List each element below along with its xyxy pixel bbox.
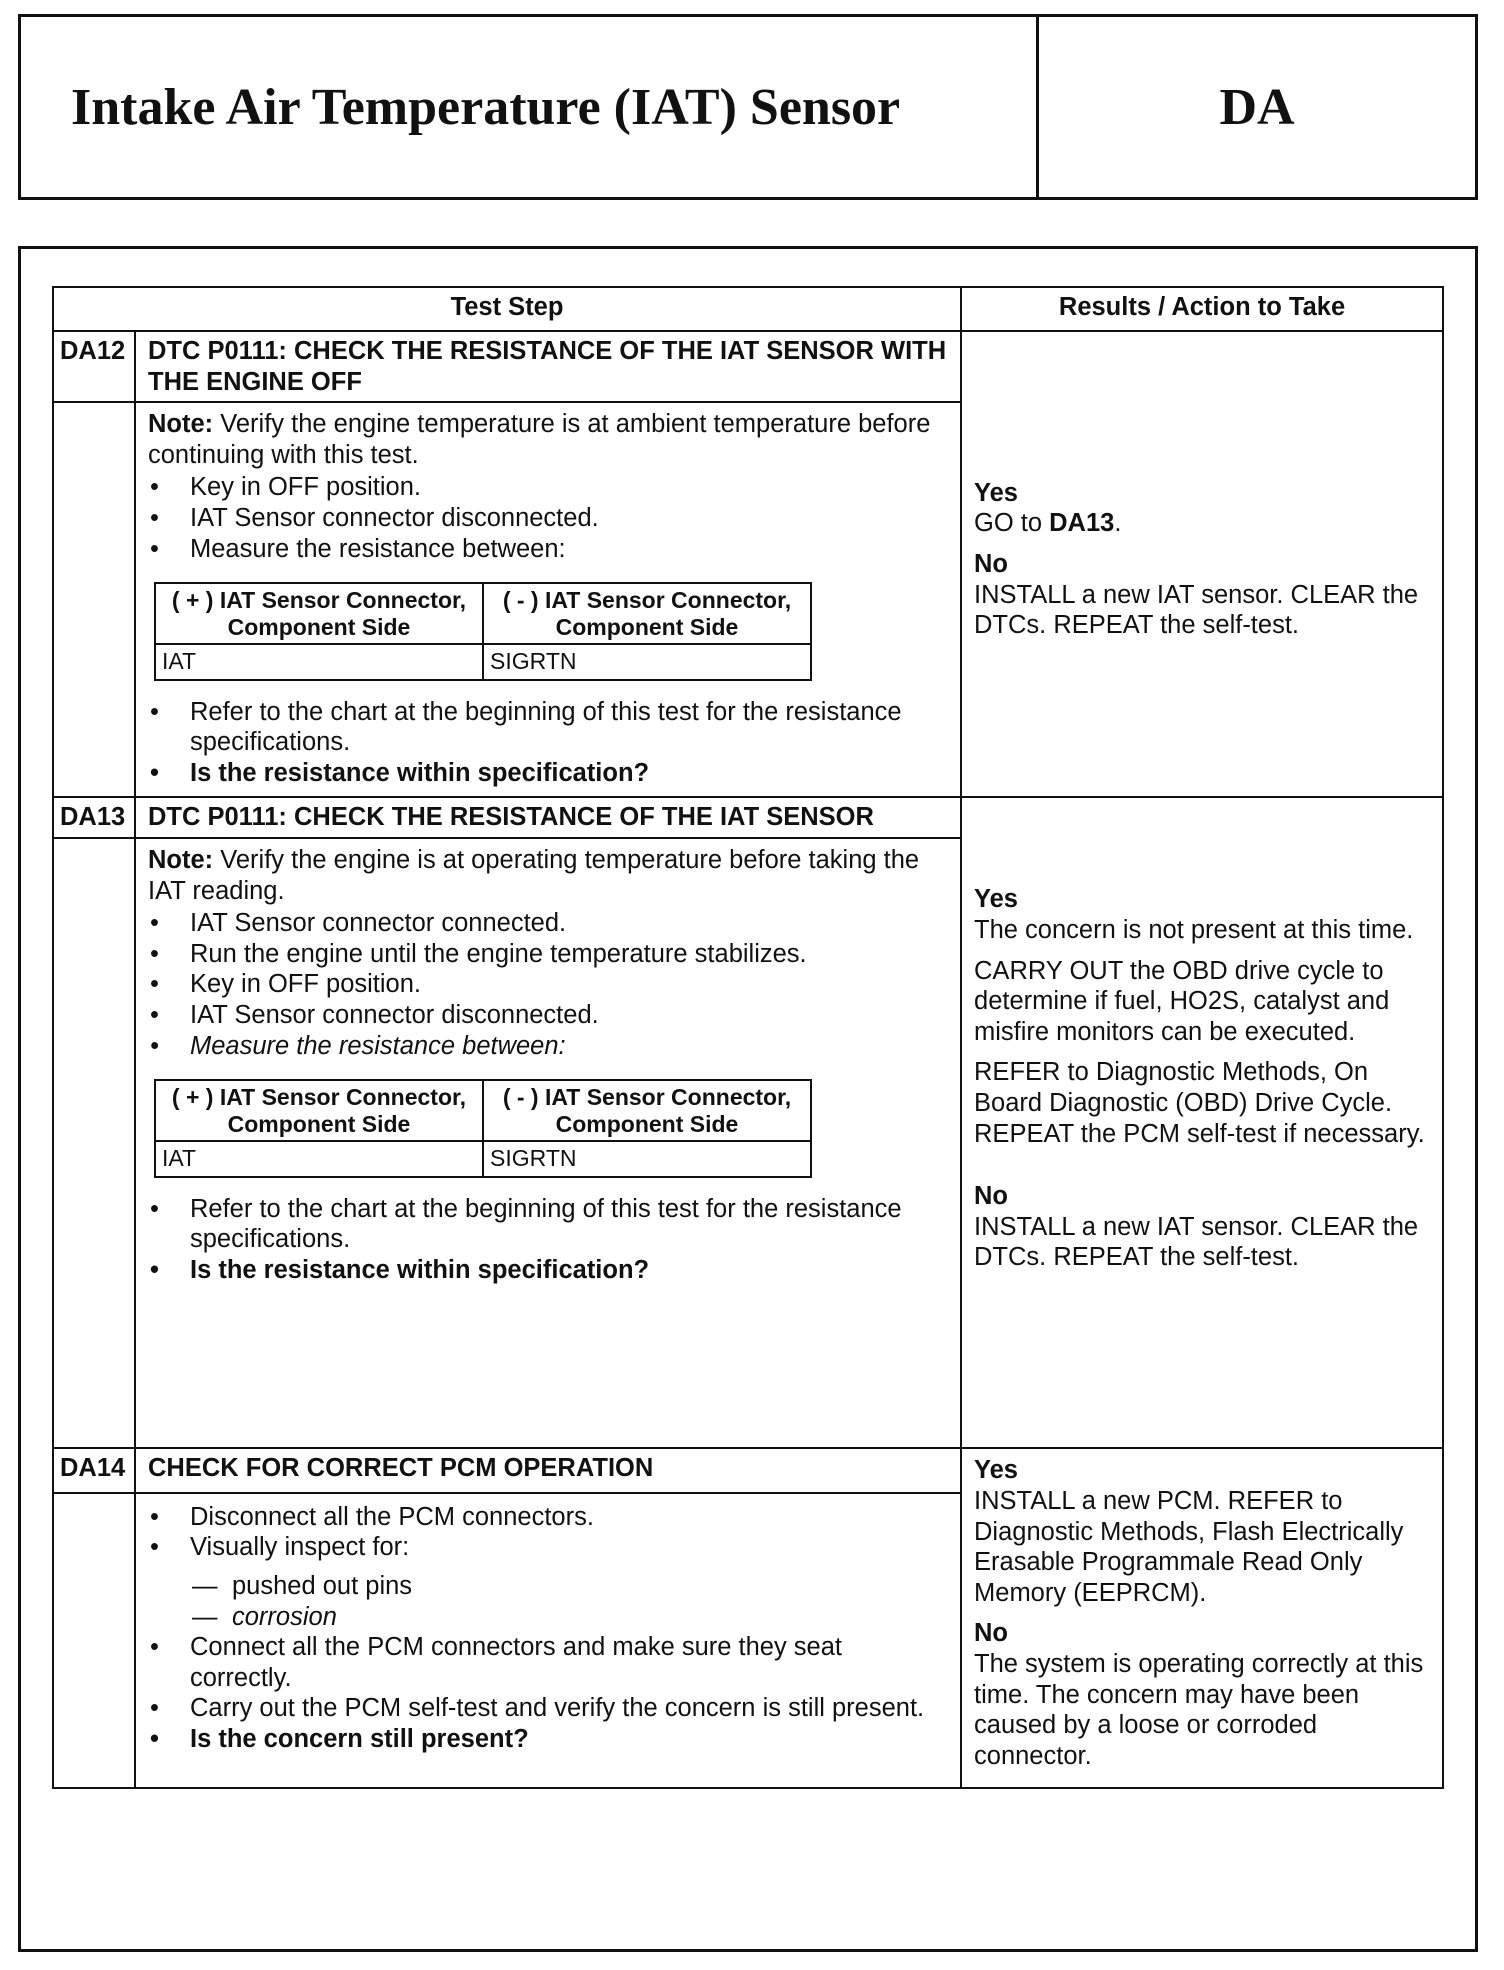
section-code: DA: [1219, 78, 1295, 136]
step-da14-results: [961, 1448, 1443, 1788]
connector-table: [154, 1079, 812, 1177]
list-item: • IAT Sensor connector connected.: [148, 908, 948, 939]
step-bullets: [148, 908, 948, 1061]
list-item: • Disconnect all the PCM connectors.: [148, 1502, 948, 1533]
page-title: Intake Air Temperature (IAT) Sensor: [21, 17, 1039, 197]
results-header: Results / Action to Take: [961, 287, 1443, 331]
list-item: • Refer to the chart at the beginning of this test for the resistance specifications.: [148, 1194, 948, 1255]
step-da13-title-row: [53, 797, 1443, 838]
step-da12-body: [135, 402, 961, 797]
step-id: DA13: [53, 797, 135, 838]
step-da12-results: [961, 331, 1443, 797]
yes-label: Yes: [974, 885, 1018, 914]
yes-label: Yes: [974, 478, 1018, 507]
step-question: • Is the resistance within specification?: [148, 758, 948, 789]
connector-table: [154, 582, 812, 680]
table-header-row: [53, 287, 1443, 331]
step-note: Note: Verify the engine is at operating temperature before taking the IAT reading.: [148, 846, 920, 905]
no-label: No: [974, 549, 1009, 578]
yes-action: CARRY OUT the OBD drive cycle to determine if fuel, HO2S, catalyst and misfire monitors can be executed.: [974, 956, 1390, 1046]
step-da13-body: [135, 838, 961, 1448]
yes-action: REFER to Diagnostic Methods, On Board Diagnostic (OBD) Drive Cycle. REPEAT the PCM self-test if necessary.: [974, 1058, 1425, 1148]
list-item: — pushed out pins: [190, 1571, 948, 1602]
connector-header: ( - ) IAT Sensor Connector, Component Side: [483, 1080, 811, 1141]
connector-value: IAT: [155, 1141, 483, 1177]
diagnostic-table: [52, 286, 1444, 1789]
no-label: No: [974, 1182, 1009, 1211]
no-action: INSTALL a new IAT sensor. CLEAR the DTCs. REPEAT the self-test.: [974, 580, 1419, 640]
inspect-list: [148, 1571, 948, 1632]
step-da13-results: [961, 797, 1443, 1448]
test-step-header: Test Step: [53, 287, 961, 331]
connector-value: IAT: [155, 644, 483, 680]
step-question: • Is the resistance within specification?: [148, 1255, 948, 1286]
list-item: • Key in OFF position.: [148, 969, 948, 1000]
step-bullets: [148, 1502, 948, 1755]
list-item: • Measure the resistance between:: [148, 1031, 948, 1062]
list-item: • IAT Sensor connector disconnected.: [148, 503, 948, 534]
connector-value: SIGRTN: [483, 1141, 811, 1177]
no-action: The system is operating correctly at this time. The concern may have been caused by a loose or corroded connector.: [974, 1649, 1424, 1770]
step-bullets: [148, 472, 948, 564]
list-item: • Carry out the PCM self-test and verify the concern is still present.: [148, 1693, 948, 1724]
step-da14-title-row: [53, 1448, 1443, 1492]
step-id: DA12: [53, 331, 135, 402]
connector-header: ( - ) IAT Sensor Connector, Component Side: [483, 583, 811, 644]
list-item: • IAT Sensor connector disconnected.: [148, 1000, 948, 1031]
step-question: • Is the concern still present?: [148, 1724, 948, 1755]
list-item: • Visually inspect for: — pushed out pins — corrosion: [148, 1532, 948, 1632]
goto-step-link[interactable]: DA13: [1049, 509, 1115, 538]
no-label: No: [974, 1619, 1009, 1648]
step-title: CHECK FOR CORRECT PCM OPERATION: [135, 1448, 961, 1492]
no-action: INSTALL a new IAT sensor. CLEAR the DTCs. REPEAT the self-test.: [974, 1212, 1419, 1272]
list-item: • Run the engine until the engine temperature stabilizes.: [148, 939, 948, 970]
list-item: • Refer to the chart at the beginning of this test for the resistance specifications.: [148, 697, 948, 758]
step-title: DTC P0111: CHECK THE RESISTANCE OF THE IAT SENSOR: [135, 797, 961, 838]
step-da12-title-row: [53, 331, 1443, 402]
connector-header: ( + ) IAT Sensor Connector, Component Side: [155, 1080, 483, 1141]
step-id: DA14: [53, 1448, 135, 1492]
step-da14-body: [135, 1493, 961, 1789]
yes-action: The concern is not present at this time.: [974, 916, 1414, 944]
list-item: — corrosion: [190, 1602, 948, 1633]
list-item: • Key in OFF position.: [148, 472, 948, 503]
connector-header: ( + ) IAT Sensor Connector, Component Side: [155, 583, 483, 644]
connector-value: SIGRTN: [483, 644, 811, 680]
list-item: • Measure the resistance between:: [148, 534, 948, 565]
yes-label: Yes: [974, 1456, 1018, 1485]
list-item: • Connect all the PCM connectors and make sure they seat correctly.: [148, 1632, 948, 1693]
step-title: DTC P0111: CHECK THE RESISTANCE OF THE IAT SENSOR WITH THE ENGINE OFF: [135, 331, 961, 402]
page-header: [18, 14, 1478, 200]
step-note: Note: Verify the engine temperature is at ambient temperature before continuing with this test.: [148, 410, 931, 469]
yes-action: GO to DA13.: [974, 509, 1122, 538]
yes-action: INSTALL a new PCM. REFER to Diagnostic Methods, Flash Electrically Erasable Programmale Read Only Memory (EEPRCM).: [974, 1487, 1404, 1607]
